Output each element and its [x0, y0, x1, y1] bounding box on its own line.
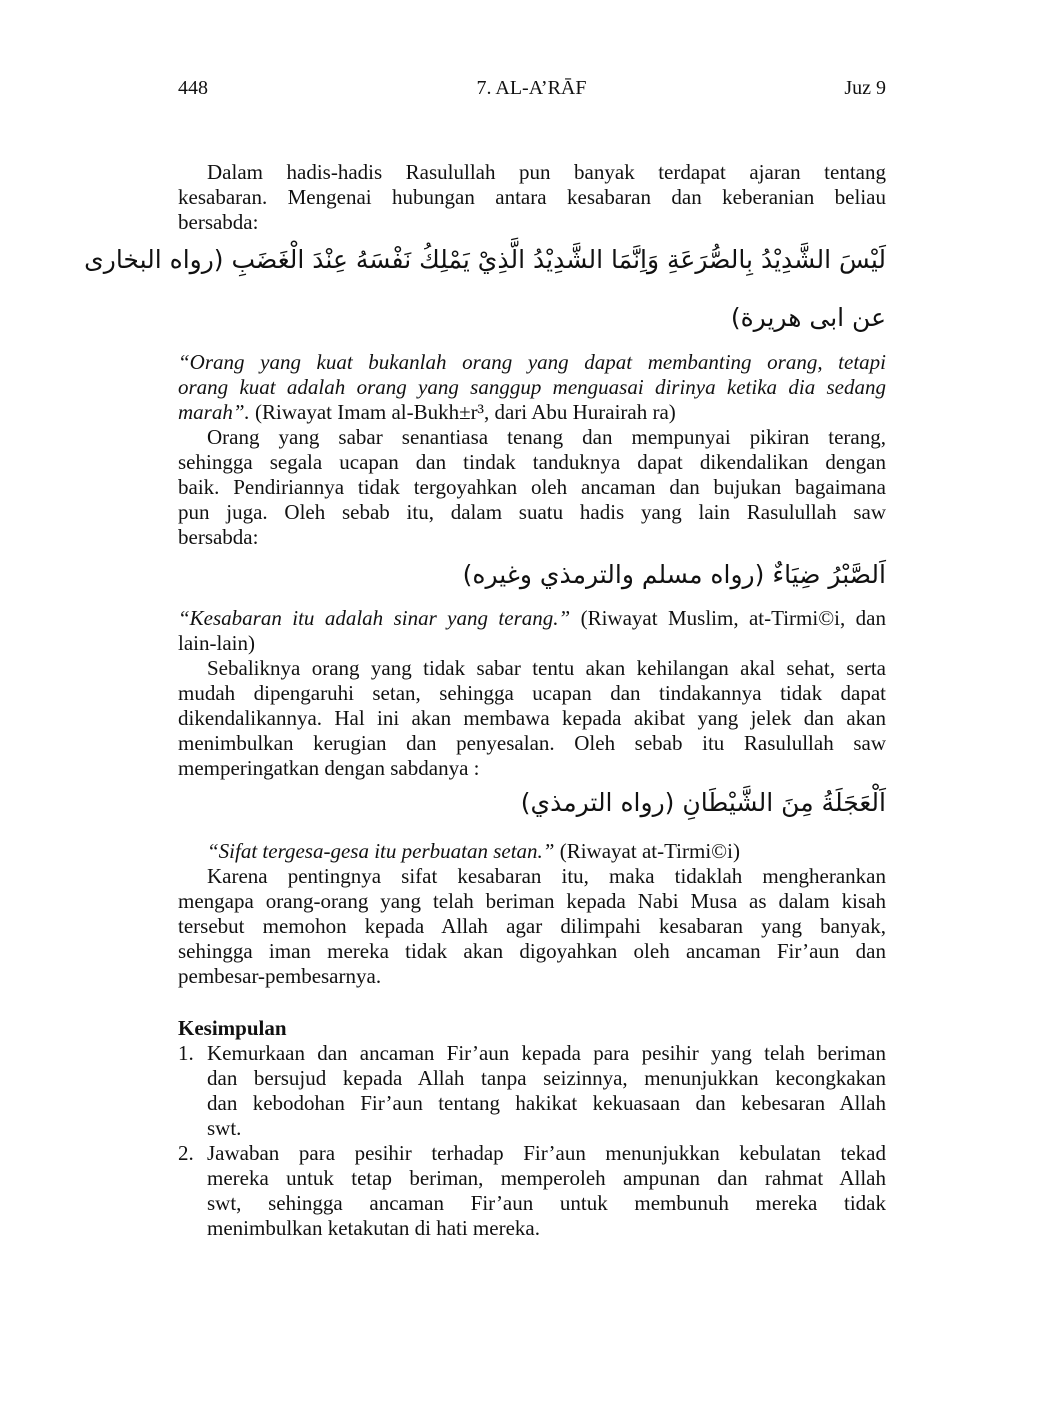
- text-line: Jawaban para pesihir terhadap Fir’aun menunjukkan kebulatan tekad: [207, 1141, 886, 1165]
- list-number: 1.: [178, 1041, 194, 1065]
- text-line: mereka untuk tetap beriman, memperoleh ampunan dan rahmat Allah: [207, 1166, 886, 1190]
- text-line: “Orang yang kuat bukanlah orang yang dapat membanting orang, tetapi: [178, 350, 886, 374]
- paragraph-4: [178, 864, 886, 989]
- text-line: swt.: [207, 1116, 242, 1140]
- text-line: Sebaliknya orang yang tidak sabar tentu akan kehilangan akal sehat, serta: [207, 656, 886, 680]
- text-line: [178, 400, 886, 425]
- quote-text: marah”.: [178, 400, 250, 424]
- text-line: pembesar-pembesarnya.: [178, 964, 382, 988]
- text-line: pun juga. Oleh sebab itu, dalam suatu hadis yang lain Rasulullah saw: [178, 500, 886, 524]
- text-line: [178, 839, 886, 864]
- page-number: 448: [178, 77, 208, 99]
- list-number: 2.: [178, 1141, 194, 1165]
- list-item: [178, 1041, 886, 1141]
- list-item: [178, 1141, 886, 1241]
- quote-source: (Riwayat Imam al-Bukh±r³, dari Abu Hurairah ra): [249, 400, 676, 424]
- section-heading: Kesimpulan: [178, 1016, 287, 1040]
- quote-text: “Sifat tergesa-gesa itu perbuatan setan.”: [207, 839, 555, 863]
- quote-1: [178, 350, 886, 425]
- quote-2: [178, 606, 886, 656]
- text-line: dikendalikannya. Hal ini akan membawa kepada akibat yang jelek dan akan: [178, 706, 886, 730]
- text-line: tersebut memohon kepada Allah agar dilimpahi kesabaran yang banyak,: [178, 914, 886, 938]
- text-line: Orang yang sabar senantiasa tenang dan mempunyai pikiran terang,: [207, 425, 886, 449]
- chapter-title: 7. AL-A’RĀF: [476, 77, 587, 99]
- conclusion-section: [178, 1016, 886, 1241]
- paragraph-3: [178, 656, 886, 781]
- arabic-line: لَيْسَ الشَّدِيْدُ بِالصُّرَعَةِ وَاِنَّمَا الشَّدِيْدُ الَّذِيْ يَمْلِكُ نَفْسَهُ عِنْدَ الْغَضَبِ (رواه البخارى: [84, 245, 886, 274]
- text-line: bersabda:: [178, 210, 259, 234]
- quote-text: “Kesabaran itu adalah sinar yang terang.”: [178, 606, 571, 630]
- quote-source: (Riwayat Muslim, at-Tirmi©i, dan: [570, 606, 886, 630]
- arabic-hadith-1: [84, 240, 886, 338]
- text-line: mengapa orang-orang yang telah beriman kepada Nabi Musa as dalam kisah: [178, 889, 886, 913]
- text-line: mudah dipengaruhi setan, sehingga ucapan dan tindakannya tidak dapat: [178, 681, 886, 705]
- text-line: sehingga iman mereka tidak akan digoyahkan oleh ancaman Fir’aun dan: [178, 939, 886, 963]
- text-line: lain-lain): [178, 631, 255, 655]
- arabic-hadith-2: [178, 555, 886, 595]
- text-line: orang kuat adalah orang yang sanggup menguasai dirinya ketika dia sedang: [178, 375, 886, 399]
- arabic-hadith-3: [178, 783, 886, 823]
- paragraph-1: [178, 160, 886, 235]
- paragraph-2: [178, 425, 886, 550]
- text-line: baik. Pendiriannya tidak tergoyahkan oleh ancaman dan bujukan bagaimana: [178, 475, 886, 499]
- text-line: Kemurkaan dan ancaman Fir’aun kepada para pesihir yang telah beriman: [207, 1041, 886, 1065]
- text-line: Karena pentingnya sifat kesabaran itu, maka tidaklah mengherankan: [207, 864, 886, 888]
- text-line: memperingatkan dengan sabdanya :: [178, 756, 480, 780]
- text-line: dan kebodohan Fir’aun tentang hakikat kekuasaan dan kebesaran Allah: [207, 1091, 886, 1115]
- arabic-line: عن ابى هريرة): [730, 303, 886, 332]
- text-line: sehingga segala ucapan dan tindak tanduknya dapat dikendalikan dengan: [178, 450, 886, 474]
- text-line: menimbulkan ketakutan di hati mereka.: [207, 1216, 540, 1240]
- text-line: kesabaran. Mengenai hubungan antara kesabaran dan keberanian beliau: [178, 185, 886, 209]
- text-line: swt, sehingga ancaman Fir’aun untuk membunuh mereka tidak: [207, 1191, 886, 1215]
- text-line: dan bersujud kepada Allah tanpa seizinnya, menunjukkan kecongkakan: [207, 1066, 886, 1090]
- text-line: [178, 606, 886, 631]
- quote-source: (Riwayat at-Tirmi©i): [554, 839, 740, 863]
- quote-3: [178, 839, 886, 864]
- text-line: Dalam hadis-hadis Rasulullah pun banyak terdapat ajaran tentang: [207, 160, 886, 184]
- text-line: bersabda:: [178, 525, 259, 549]
- text-line: menimbulkan kerugian dan penyesalan. Oleh sebab itu Rasulullah saw: [178, 731, 886, 755]
- arabic-line: اَلصَّبْرُ ضِيَاءٌ (رواه مسلم والترمذي وغيره): [462, 560, 886, 589]
- juz-label: Juz 9: [844, 77, 886, 99]
- arabic-line: اَلْعَجَلَةُ مِنَ الشَّيْطَانِ (رواه الترمذي): [520, 788, 886, 817]
